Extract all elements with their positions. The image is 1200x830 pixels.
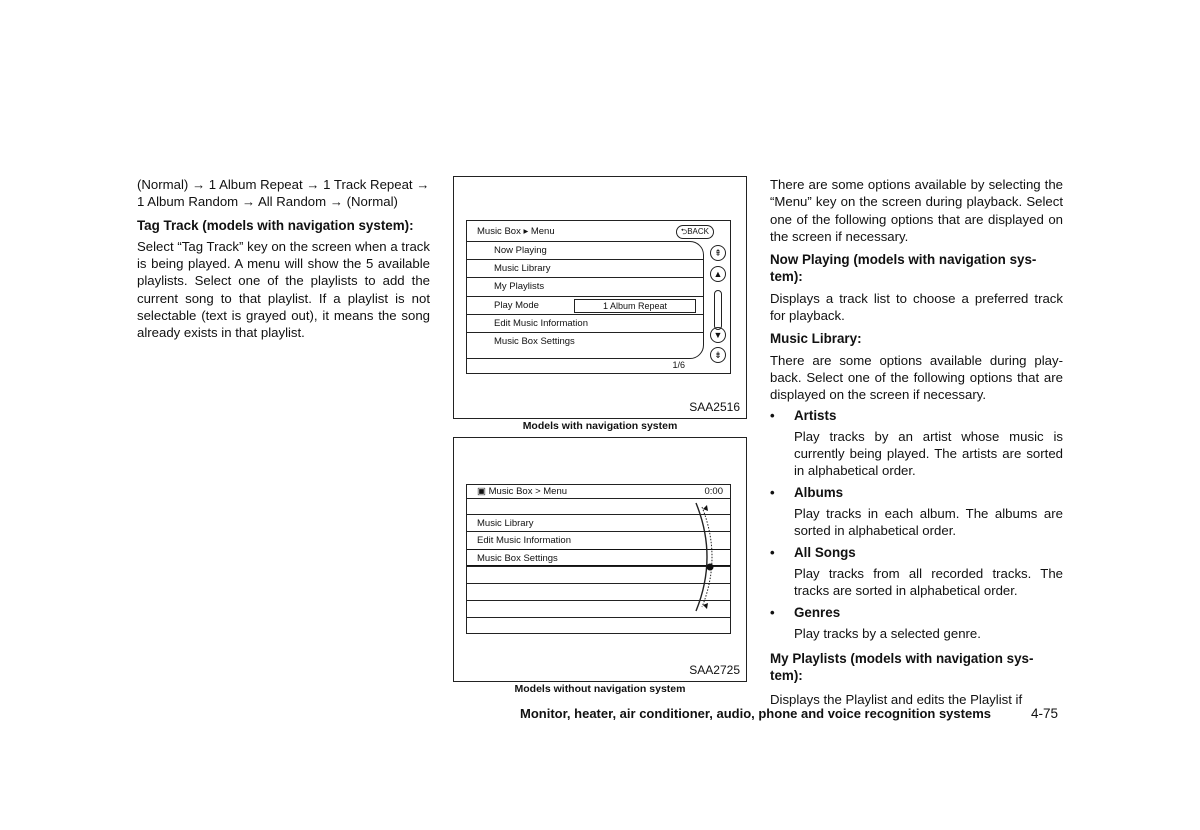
menu-intro: There are some options available by selecting the “Menu” key on the screen during playback. Select one of the following options that are displayed on the screen if necessary. <box>770 177 1063 244</box>
left-column <box>137 176 430 348</box>
bullet-icon: • <box>770 407 775 423</box>
play-mode-sequence: (Normal) → 1 Album Repeat → 1 Track Repeat → 1 Album Random → All Random → (Normal) <box>137 177 430 210</box>
screen-header-bar <box>467 485 730 499</box>
page-indicator: 1/6 <box>672 360 685 370</box>
scroll-up-icon: ▲ <box>710 266 726 282</box>
menu-item: Edit Music Information <box>467 531 730 548</box>
screen-nav-menu <box>466 220 731 374</box>
menu-item: Music Library <box>467 260 703 278</box>
back-arrow-icon: ⮌ <box>680 227 688 236</box>
tag-track-heading: Tag Track (models with navigation system): <box>137 217 414 233</box>
menu-item: Edit Music Information <box>467 315 703 333</box>
page-up-icon: ⇞ <box>710 245 726 261</box>
right-column <box>770 176 1063 714</box>
figure-code: SAA2725 <box>689 663 740 677</box>
music-library-text: There are some options available during play-back. Select one of the following options that are displayed on the screen if necessary. <box>770 352 1063 403</box>
figure-nav-menu <box>453 176 747 419</box>
page-down-icon: ⇟ <box>710 347 726 363</box>
menu-item <box>467 583 730 600</box>
music-box-icon: ▣ <box>477 486 486 497</box>
time-display: 0:00 <box>704 486 723 497</box>
menu-item: Music Box Settings <box>494 335 575 347</box>
figure-caption: Models with navigation system <box>522 420 678 432</box>
bullet-text: Play tracks in each album. The albums are sorted in alphabetical order. <box>794 506 1063 539</box>
scrollbar-rail <box>714 290 722 330</box>
screen-nonnav-menu <box>466 484 731 634</box>
tag-track-text: Select “Tag Track” key on the screen when a track is being played. A menu will show the 5 available playlists. Select one of the playlists to add the current song to that playlist. If a playlist is not selectable (text is grayed out), it means the song already exists in that playlist. <box>137 238 430 341</box>
back-button: ⮌BACK <box>676 225 714 239</box>
scroll-down-icon: ▼ <box>710 327 726 343</box>
figure-code: SAA2516 <box>689 400 740 414</box>
bullet-icon: • <box>770 604 775 620</box>
figure-nonnav-menu <box>453 437 747 682</box>
menu-item: Now Playing <box>467 242 703 260</box>
menu-item <box>467 566 730 583</box>
menu-list <box>466 241 704 359</box>
menu-item <box>467 600 730 617</box>
bullet-icon: • <box>770 484 775 500</box>
menu-item: Music Library <box>467 514 730 531</box>
menu-item-selected: Music Box Settings <box>467 549 730 566</box>
play-mode-value: 1 Album Repeat <box>574 299 696 313</box>
bullet-text: Play tracks by an artist whose music is currently being played. The artists are sorted in alphabetical order. <box>794 428 1063 479</box>
my-playlists-text: Displays the Playlist and edits the Playlist if <box>770 691 1023 707</box>
menu-item: My Playlists <box>467 278 703 296</box>
menu-list <box>467 514 730 618</box>
music-library-heading: Music Library: <box>770 331 862 347</box>
screen-header: ▣ Music Box > Menu <box>477 486 568 497</box>
bullet-text: Play tracks by a selected genre. <box>794 625 981 641</box>
my-playlists-heading: My Playlists (models with navigation sys-tem): <box>770 651 1034 684</box>
scroll-arc-icon <box>694 501 720 613</box>
bullet-genres: • Genres <box>770 604 841 620</box>
now-playing-text: Displays a track list to choose a preferred track for playback. <box>770 290 1063 324</box>
page-number: 4-75 <box>1031 706 1059 721</box>
bullet-icon: • <box>770 544 775 560</box>
bullet-text: Play tracks from all recorded tracks. The tracks are sorted in alphabetical order. <box>794 565 1063 599</box>
figure-caption: Models without navigation system <box>514 683 686 695</box>
running-footer: Monitor, heater, air conditioner, audio, phone and voice recognition systems <box>520 706 991 721</box>
now-playing-heading: Now Playing (models with navigation sys-tem): <box>770 252 1037 285</box>
bullet-all-songs: • All Songs <box>770 544 856 560</box>
menu-item-play-mode: Play Mode 1 Album Repeat <box>467 297 703 315</box>
screen-header: Music Box ▸ Menu <box>477 226 555 237</box>
bullet-albums: • Albums <box>770 484 844 500</box>
bullet-artists: • Artists <box>770 407 837 423</box>
